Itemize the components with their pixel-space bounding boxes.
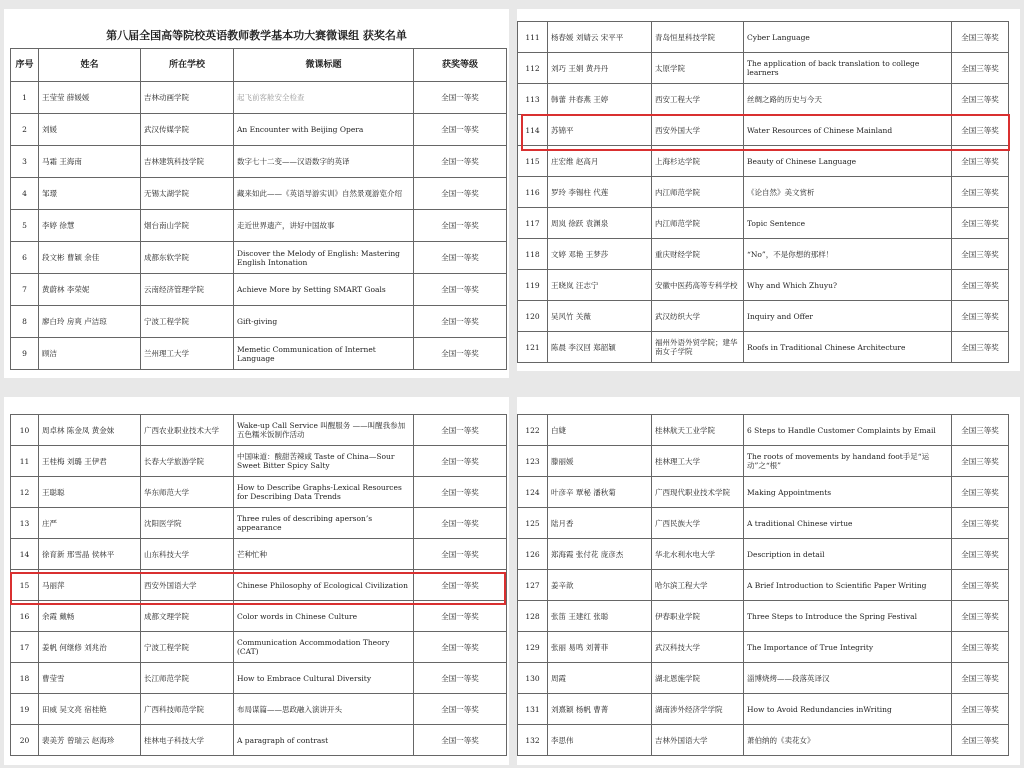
row-number: 115	[518, 146, 548, 177]
course-topic: Chinese Philosophy of Ecological Civilization	[234, 570, 414, 601]
table-row	[518, 53, 1009, 84]
table-row	[11, 210, 507, 242]
row-number: 122	[518, 415, 548, 446]
school-name: 山东科技大学	[141, 539, 234, 570]
winner-names: 顾洁	[39, 338, 141, 370]
table-row	[518, 84, 1009, 115]
award-level: 全国三等奖	[952, 663, 1009, 694]
award-level: 全国三等奖	[952, 53, 1009, 84]
winner-names: 黄蔚林 李荣妮	[39, 274, 141, 306]
table-row	[11, 146, 507, 178]
award-level: 全国三等奖	[952, 115, 1009, 146]
course-topic: Communication Accommodation Theory (CAT)	[234, 632, 414, 663]
winner-names: 陈晨 李汉回 郑韶颖	[548, 332, 652, 363]
row-number: 17	[11, 632, 39, 663]
school-name: 广西现代职业技术学院	[652, 477, 744, 508]
row-number: 11	[11, 446, 39, 477]
school-name: 广西农业职业技术大学	[141, 415, 234, 446]
award-level: 全国三等奖	[952, 725, 1009, 756]
panel-top-left	[4, 9, 509, 378]
winner-names: 郑海霞 张付花 庞彦杰	[548, 539, 652, 570]
table-row	[518, 301, 1009, 332]
row-number: 2	[11, 114, 39, 146]
row-number: 124	[518, 477, 548, 508]
award-level: 全国三等奖	[952, 415, 1009, 446]
table-row	[518, 115, 1009, 146]
school-name: 西安工程大学	[652, 84, 744, 115]
row-number: 20	[11, 725, 39, 756]
award-level: 全国三等奖	[952, 508, 1009, 539]
winner-names: 王聪聪	[39, 477, 141, 508]
table-row	[518, 601, 1009, 632]
award-level: 全国一等奖	[414, 114, 507, 146]
row-number: 116	[518, 177, 548, 208]
course-topic: 6 Steps to Handle Customer Complaints by Email	[744, 415, 952, 446]
row-number: 12	[11, 477, 39, 508]
winner-names: 马丽萍	[39, 570, 141, 601]
winner-names: 周霞	[548, 663, 652, 694]
school-name: 无锡太湖学院	[141, 178, 234, 210]
header-school: 所在学校	[141, 49, 234, 82]
award-level: 全国三等奖	[952, 539, 1009, 570]
row-number: 119	[518, 270, 548, 301]
winner-names: 白婕	[548, 415, 652, 446]
winner-names: 裴美芳 曾瑞云 赵海珍	[39, 725, 141, 756]
row-number: 13	[11, 508, 39, 539]
award-level: 全国一等奖	[414, 725, 507, 756]
row-number: 118	[518, 239, 548, 270]
award-level: 全国一等奖	[414, 601, 507, 632]
school-name: 宁波工程学院	[141, 306, 234, 338]
table-row	[518, 725, 1009, 756]
school-name: 武汉传媒学院	[141, 114, 234, 146]
table-row	[518, 146, 1009, 177]
award-level: 全国三等奖	[952, 270, 1009, 301]
winner-names: 杨春媛 刘婧云 宋平平	[548, 22, 652, 53]
course-topic: Water Resources of Chinese Mainland	[744, 115, 952, 146]
course-topic: Three Steps to Introduce the Spring Festival	[744, 601, 952, 632]
school-name: 长春大学旅游学院	[141, 446, 234, 477]
winner-names: 庄严	[39, 508, 141, 539]
course-topic: A traditional Chinese virtue	[744, 508, 952, 539]
header-no: 序号	[11, 49, 39, 82]
award-level: 全国一等奖	[414, 82, 507, 114]
table-row	[518, 446, 1009, 477]
row-number: 8	[11, 306, 39, 338]
school-name: 安徽中医药高等专科学校	[652, 270, 744, 301]
winner-names: 罗玲 李锡柱 代莲	[548, 177, 652, 208]
school-name: 桂林理工大学	[652, 446, 744, 477]
row-number: 125	[518, 508, 548, 539]
award-level: 全国三等奖	[952, 570, 1009, 601]
row-number: 111	[518, 22, 548, 53]
row-number: 123	[518, 446, 548, 477]
winner-names: 叶彦辛 覃秘 潘秋菊	[548, 477, 652, 508]
award-level: 全国三等奖	[952, 239, 1009, 270]
winner-names: 邹璟	[39, 178, 141, 210]
row-number: 9	[11, 338, 39, 370]
course-topic: 《论自然》美文赏析	[744, 177, 952, 208]
winner-names: 刘媛	[39, 114, 141, 146]
table-header-row	[11, 49, 507, 82]
row-number: 129	[518, 632, 548, 663]
school-name: 广西科技师范学院	[141, 694, 234, 725]
award-level: 全国一等奖	[414, 242, 507, 274]
row-number: 130	[518, 663, 548, 694]
award-table-1	[10, 48, 507, 370]
award-level: 全国一等奖	[414, 274, 507, 306]
course-topic: 芒种忙种	[234, 539, 414, 570]
award-level: 全国三等奖	[952, 22, 1009, 53]
row-number: 5	[11, 210, 39, 242]
table-row	[11, 178, 507, 210]
table-row	[11, 694, 507, 725]
course-topic: Wake-up Call Service 叫醒服务 ——叫醒我参加五色糯米饭制作活动	[234, 415, 414, 446]
course-topic: Three rules of describing aperson’s appearance	[234, 508, 414, 539]
row-number: 19	[11, 694, 39, 725]
course-topic: The application of back translation to college learners	[744, 53, 952, 84]
table-row	[11, 570, 507, 601]
school-name: 桂林航天工业学院	[652, 415, 744, 446]
table-row	[518, 477, 1009, 508]
row-number: 120	[518, 301, 548, 332]
row-number: 127	[518, 570, 548, 601]
winner-names: 庄宏维 赵高月	[548, 146, 652, 177]
school-name: 太原学院	[652, 53, 744, 84]
award-level: 全国一等奖	[414, 539, 507, 570]
course-topic: Beauty of Chinese Language	[744, 146, 952, 177]
table-row	[11, 274, 507, 306]
row-number: 15	[11, 570, 39, 601]
school-name: 成都东软学院	[141, 242, 234, 274]
course-topic: The roots of movements by handand foot手足“运动”之“根”	[744, 446, 952, 477]
winner-names: 苏锦平	[548, 115, 652, 146]
winner-names: 吴风竹 关薇	[548, 301, 652, 332]
course-topic: 走近世界遗产，讲好中国故事	[234, 210, 414, 242]
award-level: 全国三等奖	[952, 84, 1009, 115]
header-award: 获奖等级	[414, 49, 507, 82]
table-row	[11, 632, 507, 663]
row-number: 4	[11, 178, 39, 210]
course-topic: How to Embrace Cultural Diversity	[234, 663, 414, 694]
award-level: 全国三等奖	[952, 208, 1009, 239]
course-topic: Memetic Communication of Internet Language	[234, 338, 414, 370]
table-row	[11, 306, 507, 338]
table-row	[11, 508, 507, 539]
table-row	[518, 632, 1009, 663]
row-number: 112	[518, 53, 548, 84]
table-row	[11, 601, 507, 632]
award-level: 全国三等奖	[952, 332, 1009, 363]
table-row	[11, 114, 507, 146]
course-topic: Description in detail	[744, 539, 952, 570]
panel-top-right	[517, 9, 1020, 371]
course-topic: Roofs in Traditional Chinese Architecture	[744, 332, 952, 363]
award-level: 全国一等奖	[414, 508, 507, 539]
winner-names: 陆月香	[548, 508, 652, 539]
winner-names: 田威 吴文亮 宿桂艳	[39, 694, 141, 725]
panel-bottom-left	[4, 397, 509, 765]
course-topic: Achieve More by Setting SMART Goals	[234, 274, 414, 306]
row-number: 131	[518, 694, 548, 725]
award-level: 全国三等奖	[952, 601, 1009, 632]
course-topic: How to Avoid Redundancies inWriting	[744, 694, 952, 725]
table-row	[518, 239, 1009, 270]
winner-names: 王桂梅 刘璐 王伊君	[39, 446, 141, 477]
winner-names: 滕丽媛	[548, 446, 652, 477]
award-level: 全国一等奖	[414, 146, 507, 178]
award-level: 全国一等奖	[414, 338, 507, 370]
table-row	[518, 22, 1009, 53]
course-topic: The Importance of True Integrity	[744, 632, 952, 663]
school-name: 长江师范学院	[141, 663, 234, 694]
course-topic: Inquiry and Offer	[744, 301, 952, 332]
school-name: 武汉纺织大学	[652, 301, 744, 332]
course-topic: “No”，不是你想的那样！	[744, 239, 952, 270]
table-row	[518, 208, 1009, 239]
row-number: 132	[518, 725, 548, 756]
school-name: 湖北恩施学院	[652, 663, 744, 694]
award-table-4	[517, 414, 1009, 756]
winner-names: 周卓林 陈金凤 黄金妹	[39, 415, 141, 446]
school-name: 华北水利水电大学	[652, 539, 744, 570]
table-row	[518, 570, 1009, 601]
school-name: 广西民族大学	[652, 508, 744, 539]
award-level: 全国一等奖	[414, 306, 507, 338]
row-number: 114	[518, 115, 548, 146]
row-number: 16	[11, 601, 39, 632]
school-name: 兰州理工大学	[141, 338, 234, 370]
table-row	[518, 694, 1009, 725]
course-topic: Discover the Melody of English: Mastering English Intonation	[234, 242, 414, 274]
winner-names: 张笛 王建红 张聪	[548, 601, 652, 632]
award-table-2	[517, 21, 1009, 363]
course-topic: How to Describe Graphs-Lexical Resources for Describing Data Trends	[234, 477, 414, 508]
award-level: 全国三等奖	[952, 146, 1009, 177]
document-title: 第八届全国高等院校英语教师教学基本功大赛微课组 获奖名单	[106, 29, 407, 42]
table-row	[11, 338, 507, 370]
school-name: 上海杉达学院	[652, 146, 744, 177]
winner-names: 段文彬 曹颖 余佳	[39, 242, 141, 274]
award-level: 全国三等奖	[952, 477, 1009, 508]
table-row	[518, 332, 1009, 363]
header-name: 姓名	[39, 49, 141, 82]
course-topic: 中国味道：酸甜苦辣咸 Taste of China—Sour Sweet Bitter Spicy Salty	[234, 446, 414, 477]
award-level: 全国一等奖	[414, 446, 507, 477]
winner-names: 刘熹颖 杨帆 曹菁	[548, 694, 652, 725]
row-number: 6	[11, 242, 39, 274]
school-name: 云南经济管理学院	[141, 274, 234, 306]
table-row	[518, 508, 1009, 539]
school-name: 西安外国语大学	[141, 570, 234, 601]
table-row	[11, 415, 507, 446]
table-row	[518, 177, 1009, 208]
school-name: 宁波工程学院	[141, 632, 234, 663]
row-number: 3	[11, 146, 39, 178]
winner-names: 余霞 戴畅	[39, 601, 141, 632]
winner-names: 李思伟	[548, 725, 652, 756]
award-level: 全国三等奖	[952, 632, 1009, 663]
winner-names: 王莹莹 薛媛媛	[39, 82, 141, 114]
school-name: 福州外语外贸学院；建华南女子学院	[652, 332, 744, 363]
course-topic: 布局谋篇——思政融入演讲开头	[234, 694, 414, 725]
school-name: 重庆财经学院	[652, 239, 744, 270]
school-name: 武汉科技大学	[652, 632, 744, 663]
award-level: 全国一等奖	[414, 694, 507, 725]
award-level: 全国一等奖	[414, 570, 507, 601]
winner-names: 马霜 王海南	[39, 146, 141, 178]
table-row	[518, 539, 1009, 570]
row-number: 1	[11, 82, 39, 114]
winner-names: 王晓岚 汪志宁	[548, 270, 652, 301]
course-topic: 起飞前客舱安全检查	[234, 82, 414, 114]
winner-names: 姜辛歆	[548, 570, 652, 601]
course-topic: Topic Sentence	[744, 208, 952, 239]
table-row	[518, 415, 1009, 446]
row-number: 117	[518, 208, 548, 239]
award-level: 全国一等奖	[414, 178, 507, 210]
school-name: 内江师范学院	[652, 177, 744, 208]
school-name: 青岛恒星科技学院	[652, 22, 744, 53]
award-level: 全国三等奖	[952, 694, 1009, 725]
table-row	[518, 663, 1009, 694]
award-level: 全国一等奖	[414, 632, 507, 663]
table-row	[11, 242, 507, 274]
winner-names: 李婷 徐慧	[39, 210, 141, 242]
table-row	[11, 539, 507, 570]
table-row	[11, 663, 507, 694]
table-row	[11, 446, 507, 477]
award-level: 全国一等奖	[414, 415, 507, 446]
award-level: 全国三等奖	[952, 301, 1009, 332]
school-name: 内江师范学院	[652, 208, 744, 239]
row-number: 7	[11, 274, 39, 306]
winner-names: 曹莹雪	[39, 663, 141, 694]
school-name: 华东师范大学	[141, 477, 234, 508]
winner-names: 张丽 易鸣 刘菁菲	[548, 632, 652, 663]
school-name: 西安外国大学	[652, 115, 744, 146]
winner-names: 姜帆 何继修 刘兆治	[39, 632, 141, 663]
course-topic: 丝绸之路的历史与今天	[744, 84, 952, 115]
row-number: 14	[11, 539, 39, 570]
school-name: 湖南涉外经济学学院	[652, 694, 744, 725]
school-name: 烟台南山学院	[141, 210, 234, 242]
course-topic: 萧伯纳的《卖花女》	[744, 725, 952, 756]
row-number: 128	[518, 601, 548, 632]
row-number: 126	[518, 539, 548, 570]
row-number: 10	[11, 415, 39, 446]
school-name: 沈阳医学院	[141, 508, 234, 539]
winner-names: 廖白玲 房爽 卢洁琼	[39, 306, 141, 338]
course-topic: 淄博烧烤——段落英译汉	[744, 663, 952, 694]
course-topic: Why and Which Zhuyu?	[744, 270, 952, 301]
winner-names: 周岚 徐跃 袁渊泉	[548, 208, 652, 239]
course-topic: Gift-giving	[234, 306, 414, 338]
school-name: 吉林外国语大学	[652, 725, 744, 756]
course-topic: Cyber Language	[744, 22, 952, 53]
course-topic: Color words in Chinese Culture	[234, 601, 414, 632]
row-number: 18	[11, 663, 39, 694]
table-row	[11, 477, 507, 508]
course-topic: A paragraph of contrast	[234, 725, 414, 756]
award-table-3	[10, 414, 507, 756]
school-name: 哈尔滨工程大学	[652, 570, 744, 601]
course-topic: Making Appointments	[744, 477, 952, 508]
panel-bottom-right	[517, 397, 1020, 765]
award-level: 全国三等奖	[952, 177, 1009, 208]
course-topic: An Encounter with Beijing Opera	[234, 114, 414, 146]
winner-names: 韩蕾 井春燕 王婷	[548, 84, 652, 115]
header-topic: 微课标题	[234, 49, 414, 82]
school-name: 吉林建筑科技学院	[141, 146, 234, 178]
school-name: 成都文理学院	[141, 601, 234, 632]
school-name: 吉林动画学院	[141, 82, 234, 114]
winner-names: 徐育新 邢雪晶 侯林平	[39, 539, 141, 570]
winner-names: 刘巧 王娟 黄丹丹	[548, 53, 652, 84]
row-number: 121	[518, 332, 548, 363]
award-level: 全国一等奖	[414, 663, 507, 694]
course-topic: 数字七十二变——汉语数字的英译	[234, 146, 414, 178]
winner-names: 文婷 邓艳 王梦莎	[548, 239, 652, 270]
school-name: 伊春职业学院	[652, 601, 744, 632]
school-name: 桂林电子科技大学	[141, 725, 234, 756]
award-level: 全国三等奖	[952, 446, 1009, 477]
table-row	[11, 725, 507, 756]
award-level: 全国一等奖	[414, 210, 507, 242]
course-topic: 藏来如此——《英语导游实训》自然景观游览介绍	[234, 178, 414, 210]
award-level: 全国一等奖	[414, 477, 507, 508]
course-topic: A Brief Introduction to Scientific Paper Writing	[744, 570, 952, 601]
row-number: 113	[518, 84, 548, 115]
table-row	[11, 82, 507, 114]
table-row	[518, 270, 1009, 301]
